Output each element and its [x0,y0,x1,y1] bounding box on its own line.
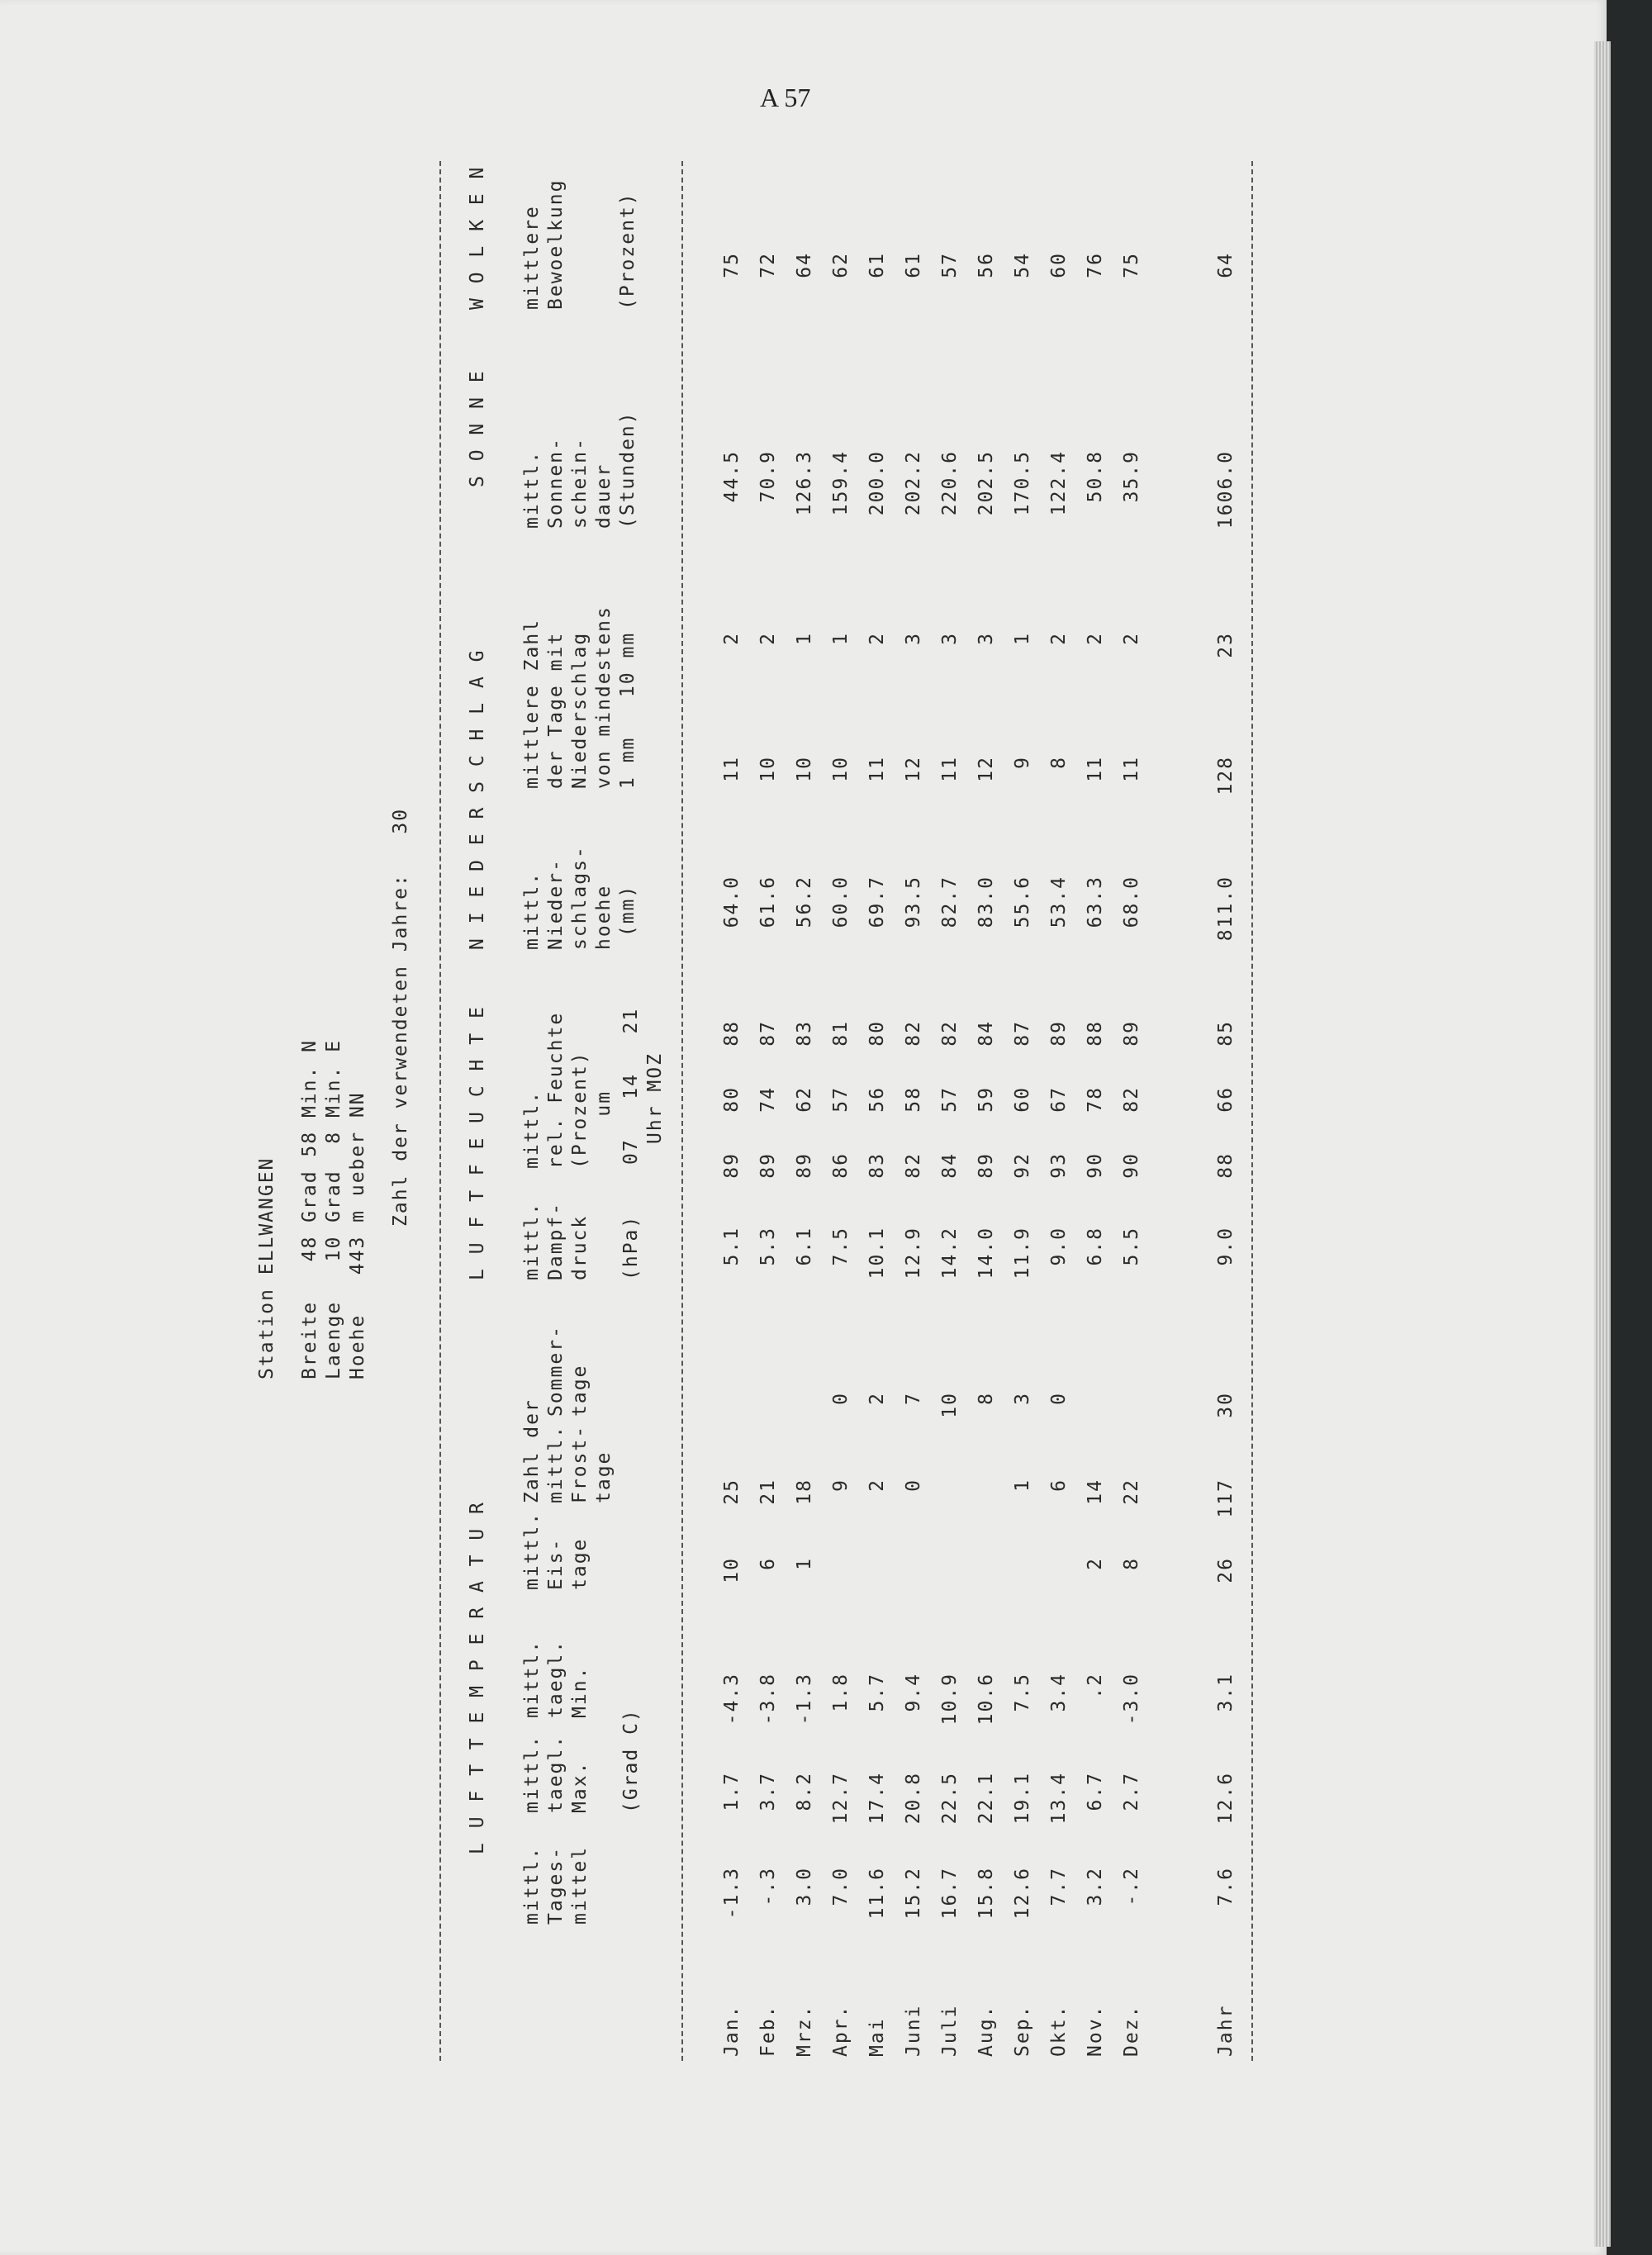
row-sonne-cell: 220.6 [939,450,961,516]
header-times: 07 14 21 [620,1007,642,1165]
row-f14-cell: 57 [939,1086,961,1113]
row-dampf-cell: 11.9 [1012,1227,1033,1279]
header-dampfdruck: mittl. Dampf- druck [521,1201,591,1280]
row-n1-cell: 11 [721,756,743,782]
row-f21-cell: 89 [1048,1020,1070,1047]
row-dampf-cell: 14.0 [976,1227,997,1279]
row-t-mean-cell: 12.6 [1012,1867,1033,1920]
row-eis-cell: 8 [1121,1557,1142,1570]
row-frost-cell: 9 [830,1479,852,1492]
header-bewoelkung: mittlere Bewoelkung (Prozent) [521,178,638,310]
row-n10-cell: 1 [1012,632,1033,645]
header-grad-c: (Grad C) [620,1708,642,1813]
row-n10-cell: 2 [1048,632,1070,645]
row-nied-cell: 82.7 [939,876,961,928]
row-month-cell: Okt. [1048,2004,1070,2057]
row-month-cell: Sep. [1012,2004,1033,2057]
divider-header [681,161,683,2061]
row-sonne-cell: 70.9 [757,450,779,503]
row-nied-cell: 63.3 [1085,876,1106,928]
row-sommer-cell: 8 [976,1392,997,1405]
row-f07-cell: 89 [721,1152,743,1179]
row-t-max-cell: 12.7 [830,1772,852,1825]
row-n10-cell: 2 [721,632,743,645]
row-sonne-cell: 35.9 [1121,450,1142,503]
row-t-mean-cell: 3.0 [794,1867,815,1906]
station-title: Station ELLWANGEN [256,1156,278,1379]
year-f21-cell: 85 [1215,1020,1237,1047]
row-nied-cell: 83.0 [976,876,997,928]
row-n10-cell: 3 [976,632,997,645]
row-t-min-cell: 9.4 [903,1673,924,1712]
year-nied-cell: 811.0 [1215,876,1237,942]
row-f21-cell: 87 [1012,1020,1033,1047]
row-t-max-cell: 17.4 [866,1772,888,1825]
row-frost-cell: 25 [721,1479,743,1505]
row-t-min-cell: -3.0 [1121,1673,1142,1726]
row-t-min-cell: -1.3 [794,1673,815,1726]
row-t-max-cell: 22.1 [976,1772,997,1825]
row-n1-cell: 12 [903,756,924,782]
row-sonne-cell: 50.8 [1085,450,1106,503]
row-f21-cell: 89 [1121,1020,1142,1047]
row-t-max-cell: 6.7 [1085,1772,1106,1811]
row-n10-cell: 2 [757,632,779,645]
row-f21-cell: 88 [1085,1020,1106,1047]
row-t-max-cell: 13.4 [1048,1772,1070,1825]
row-n1-cell: 10 [794,756,815,782]
year-wolken-cell: 64 [1215,252,1237,278]
row-dampf-cell: 6.1 [794,1227,815,1266]
row-f07-cell: 89 [794,1152,815,1179]
row-sonne-cell: 202.2 [903,450,924,516]
row-month-cell: Jan. [721,2004,743,2057]
header-niederschlagshoehe: mittl. Nieder- schlags- hoehe (mm) [521,845,638,950]
row-sommer-cell: 0 [1048,1392,1070,1405]
row-sonne-cell: 122.4 [1048,450,1070,516]
row-wolken-cell: 64 [794,252,815,278]
row-month-cell: Dez. [1121,2004,1142,2057]
row-t-mean-cell: 15.8 [976,1867,997,1920]
row-n10-cell: 1 [794,632,815,645]
year-t-mean-cell: 7.6 [1215,1867,1237,1906]
row-sommer-cell: 7 [903,1392,924,1405]
group-sonne: S O N N E [467,369,488,487]
row-month-cell: Mai [866,2017,888,2057]
row-t-mean-cell: 11.6 [866,1867,888,1920]
rotated-table [256,161,1355,2061]
row-f14-cell: 60 [1012,1086,1033,1113]
row-frost-cell: 0 [903,1479,924,1492]
group-wolken: W O L K E N [467,165,488,310]
row-n1-cell: 12 [976,756,997,782]
row-f21-cell: 82 [903,1020,924,1047]
row-frost-cell: 18 [794,1479,815,1505]
row-nied-cell: 61.6 [757,876,779,928]
row-f21-cell: 87 [757,1020,779,1047]
row-dampf-cell: 6.8 [1085,1227,1106,1266]
row-sommer-cell: 0 [830,1392,852,1405]
row-f07-cell: 84 [939,1152,961,1179]
row-n1-cell: 10 [830,756,852,782]
row-nied-cell: 69.7 [866,876,888,928]
year-month-cell: Jahr [1215,2004,1237,2057]
row-dampf-cell: 5.5 [1121,1227,1142,1266]
year-n1-cell: 128 [1215,756,1237,795]
row-f21-cell: 80 [866,1020,888,1047]
row-frost-cell: 6 [1048,1479,1070,1492]
row-wolken-cell: 75 [1121,252,1142,278]
station-altitude: Hoehe 443 m ueber NN [347,1091,368,1379]
row-nied-cell: 68.0 [1121,876,1142,928]
row-t-min-cell: 10.9 [939,1673,961,1726]
row-sommer-cell: 3 [1012,1392,1033,1405]
row-t-max-cell: 8.2 [794,1772,815,1811]
row-frost-cell: 21 [757,1479,779,1505]
row-dampf-cell: 12.9 [903,1227,924,1279]
row-sommer-cell: 2 [866,1392,888,1405]
row-f21-cell: 84 [976,1020,997,1047]
row-f14-cell: 74 [757,1086,779,1113]
row-dampf-cell: 9.0 [1048,1227,1070,1266]
row-month-cell: Apr. [830,2004,852,2057]
row-f07-cell: 92 [1012,1152,1033,1179]
row-nied-cell: 60.0 [830,876,852,928]
row-t-mean-cell: 7.7 [1048,1867,1070,1906]
row-dampf-cell: 5.1 [721,1227,743,1266]
row-f14-cell: 59 [976,1086,997,1113]
row-n1-cell: 9 [1012,756,1033,769]
row-f07-cell: 82 [903,1152,924,1179]
row-frost-cell: 22 [1121,1479,1142,1505]
row-wolken-cell: 61 [866,252,888,278]
row-eis-cell: 1 [794,1557,815,1570]
row-f07-cell: 89 [757,1152,779,1179]
row-wolken-cell: 57 [939,252,961,278]
row-sonne-cell: 44.5 [721,450,743,503]
row-sonne-cell: 170.5 [1012,450,1033,516]
row-month-cell: Juli [939,2004,961,2057]
row-n10-cell: 3 [903,632,924,645]
row-n1-cell: 10 [757,756,779,782]
year-n10-cell: 23 [1215,632,1237,658]
row-t-max-cell: 19.1 [1012,1772,1033,1825]
row-t-max-cell: 22.5 [939,1772,961,1825]
row-n10-cell: 2 [1121,632,1142,645]
row-n10-cell: 1 [830,632,852,645]
row-wolken-cell: 60 [1048,252,1070,278]
row-nied-cell: 64.0 [721,876,743,928]
row-t-max-cell: 20.8 [903,1772,924,1825]
row-t-max-cell: 3.7 [757,1772,779,1811]
year-t-max-cell: 12.6 [1215,1772,1237,1825]
year-f07-cell: 88 [1215,1152,1237,1179]
row-month-cell: Nov. [1085,2004,1106,2057]
row-f07-cell: 90 [1121,1152,1142,1179]
row-n1-cell: 11 [1121,756,1142,782]
row-t-mean-cell: 7.0 [830,1867,852,1906]
row-t-min-cell: 3.4 [1048,1673,1070,1712]
row-dampf-cell: 14.2 [939,1227,961,1279]
row-t-max-cell: 1.7 [721,1772,743,1811]
row-n1-cell: 11 [939,756,961,782]
row-f07-cell: 93 [1048,1152,1070,1179]
header-hpa: (hPa) [620,1214,642,1280]
row-f21-cell: 88 [721,1020,743,1047]
station-longitude: Laenge 10 Grad 8 Min. E [323,1038,344,1379]
row-sonne-cell: 159.4 [830,450,852,516]
row-month-cell: Aug. [976,2004,997,2057]
header-uhr-moz: Uhr MOZ [644,1052,666,1144]
row-n10-cell: 2 [866,632,888,645]
group-luftfeuchte: L U F T F E U C H T E [467,1005,488,1280]
year-sonne-cell: 1606.0 [1215,450,1237,529]
row-t-min-cell: 10.6 [976,1673,997,1726]
row-f14-cell: 67 [1048,1086,1070,1113]
row-f14-cell: 78 [1085,1086,1106,1113]
row-f21-cell: 83 [794,1020,815,1047]
group-lufttemperatur: L U F T T E M P E R A T U R [467,1501,488,1854]
row-f14-cell: 56 [866,1086,888,1113]
year-dampf-cell: 9.0 [1215,1227,1237,1266]
row-f07-cell: 83 [866,1152,888,1179]
row-n1-cell: 11 [866,756,888,782]
divider-top [439,161,441,2061]
row-f14-cell: 57 [830,1086,852,1113]
row-f07-cell: 86 [830,1152,852,1179]
row-f07-cell: 89 [976,1152,997,1179]
row-sonne-cell: 200.0 [866,450,888,516]
row-wolken-cell: 62 [830,252,852,278]
row-t-mean-cell: 15.2 [903,1867,924,1920]
header-niederschlagstage: mittlere Zahl der Tage mit Niederschlag von mindestens 1 mm 10 mm [521,605,638,789]
header-sonnenscheindauer: mittl. Sonnen- schein- dauer (Stunden) [521,411,638,529]
header-frosttage: mittl. Frost- tage [545,1424,615,1503]
row-wolken-cell: 75 [721,252,743,278]
header-sommertage: Sommer- tage [545,1325,591,1417]
row-n10-cell: 2 [1085,632,1106,645]
row-t-mean-cell: 16.7 [939,1867,961,1920]
row-f14-cell: 82 [1121,1086,1142,1113]
header-eistage: mittl. Eis- tage [521,1511,591,1590]
row-n10-cell: 3 [939,632,961,645]
header-tagesmittel: mittl. Tages- mittel [521,1845,591,1925]
row-month-cell: Feb. [757,2004,779,2057]
row-f07-cell: 90 [1085,1152,1106,1179]
header-rel-feuchte: mittl. rel. Feuchte (Prozent) um [521,1011,615,1169]
row-dampf-cell: 10.1 [866,1227,888,1279]
header-min: mittl. taegl. Min. [521,1639,591,1718]
row-sommer-cell: 10 [939,1392,961,1418]
row-wolken-cell: 61 [903,252,924,278]
row-month-cell: Mrz. [794,2004,815,2057]
row-dampf-cell: 7.5 [830,1227,852,1266]
row-wolken-cell: 76 [1085,252,1106,278]
row-f14-cell: 58 [903,1086,924,1113]
row-t-min-cell: 7.5 [1012,1673,1033,1712]
row-eis-cell: 10 [721,1557,743,1583]
row-nied-cell: 93.5 [903,876,924,928]
header-max: mittl. taegl. Max. [521,1734,591,1813]
row-sonne-cell: 202.5 [976,450,997,516]
row-eis-cell: 6 [757,1557,779,1570]
row-t-mean-cell: -1.3 [721,1867,743,1920]
page-number: A 57 [760,83,811,112]
row-wolken-cell: 54 [1012,252,1033,278]
row-t-min-cell: 5.7 [866,1673,888,1712]
station-latitude: Breite 48 Grad 58 Min. N [299,1038,320,1379]
row-nied-cell: 56.2 [794,876,815,928]
row-sonne-cell: 126.3 [794,450,815,516]
divider-bottom [1251,161,1253,2061]
year-eis-cell: 26 [1215,1557,1237,1583]
row-t-min-cell: .2 [1085,1673,1106,1699]
row-t-max-cell: 2.7 [1121,1772,1142,1811]
row-nied-cell: 55.6 [1012,876,1033,928]
row-f21-cell: 81 [830,1020,852,1047]
year-f14-cell: 66 [1215,1086,1237,1113]
row-dampf-cell: 5.3 [757,1227,779,1266]
header-zahl-der: Zahl der [521,1398,543,1503]
row-wolken-cell: 72 [757,252,779,278]
years-used: Zahl der verwendeten Jahre: 30 [390,807,411,1227]
row-n1-cell: 8 [1048,756,1070,769]
row-nied-cell: 53.4 [1048,876,1070,928]
year-frost-cell: 117 [1215,1479,1237,1518]
row-frost-cell: 1 [1012,1479,1033,1492]
row-month-cell: Juni [903,2004,924,2057]
page-edge [1594,41,1611,2247]
row-frost-cell: 14 [1085,1479,1106,1505]
row-t-mean-cell: -.2 [1121,1867,1142,1906]
year-t-min-cell: 3.1 [1215,1673,1237,1712]
row-t-min-cell: -4.3 [721,1673,743,1726]
year-sommer-cell: 30 [1215,1392,1237,1418]
row-t-mean-cell: -.3 [757,1867,779,1906]
row-wolken-cell: 56 [976,252,997,278]
row-f21-cell: 82 [939,1020,961,1047]
row-t-mean-cell: 3.2 [1085,1867,1106,1906]
row-eis-cell: 2 [1085,1557,1106,1570]
row-t-min-cell: -3.8 [757,1673,779,1726]
row-frost-cell: 2 [866,1479,888,1492]
row-t-min-cell: 1.8 [830,1673,852,1712]
row-n1-cell: 11 [1085,756,1106,782]
group-niederschlag: N I E D E R S C H L A G [467,648,488,950]
row-f14-cell: 62 [794,1086,815,1113]
row-f14-cell: 80 [721,1086,743,1113]
